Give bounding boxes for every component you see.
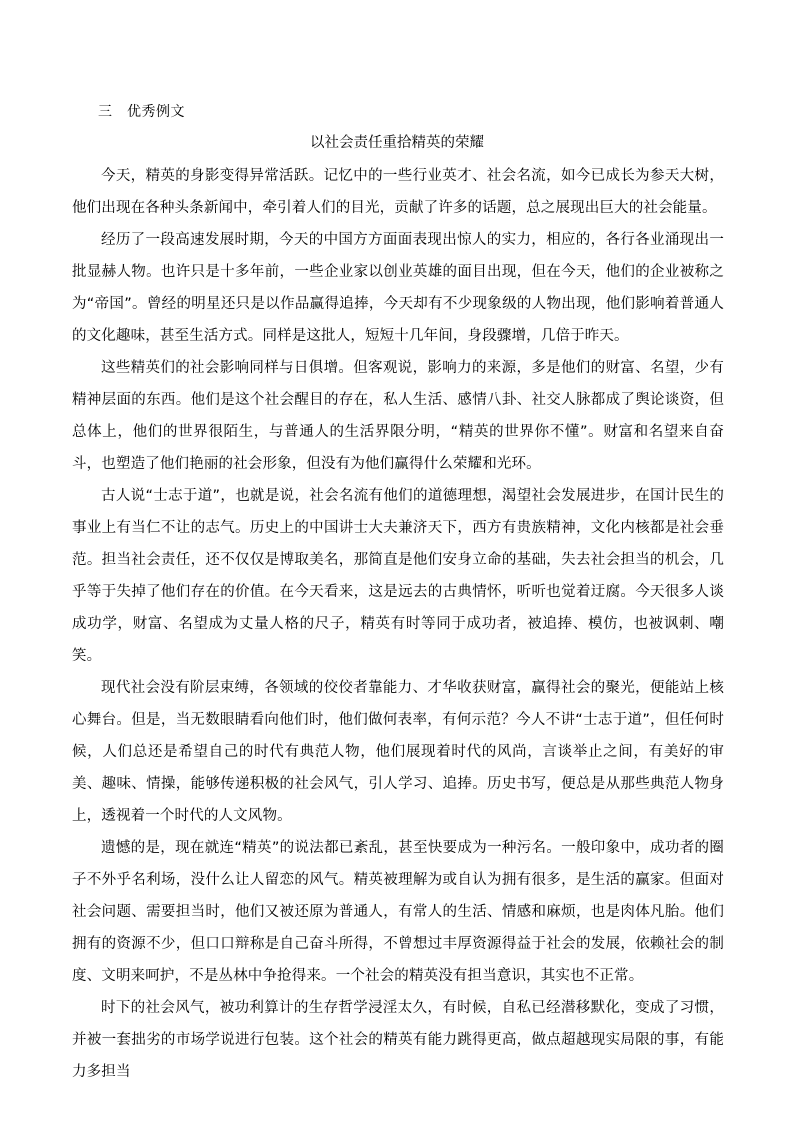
- section-heading: 三 优秀例文: [98, 104, 185, 120]
- paragraph: 时下的社会风气，被功利算计的生存哲学浸淫太久，有时候，自私已经潜移默化，变成了习惯，并被一套拙劣的市场学说进行包装。这个社会的精英有能力跳得更高，做点超越现实局限的事，有能力多担当: [72, 1000, 724, 1080]
- essay-title: 以社会责任重拾精英的荣耀: [310, 135, 484, 151]
- essay-body: [72, 160, 724, 1088]
- paragraph: 现代社会没有阶层束缚，各领域的佼佼者靠能力、才华收获财富，赢得社会的聚光，便能站上核心舞台。但是，当无数眼睛看向他们时，他们做何表率，有何示范？今人不讲“士志于道”，但任何时候，人们总还是希望自己的时代有典范人物，他们展现着时代的风尚，言谈举止之间，有美好的审美、趣味、情操，能够传递积极的社会风气，引人学习、追捧。历史书写，便总是从那些典范人物身上，透视着一个时代的人文风物。: [72, 680, 724, 824]
- paragraph: 今天，精英的身影变得异常活跃。记忆中的一些行业英才、社会名流，如今已成长为参天大树，他们出现在各种头条新闻中，牵引着人们的目光，贡献了许多的话题，总之展现出巨大的社会能量。: [72, 168, 724, 216]
- paragraph: 古人说“士志于道”，也就是说，社会名流有他们的道德理想，渴望社会发展进步，在国计民生的事业上有当仁不让的志气。历史上的中国讲士大夫兼济天下，西方有贵族精神，文化内核都是社会垂范。担当社会责任，还不仅仅是博取美名，那简直是他们安身立命的基础，失去社会担当的机会，几乎等于失掉了他们存在的价值。在今天看来，这是远去的古典情怀，听听也觉着迂腐。今天很多人谈成功学，财富、名望成为丈量人格的尺子，精英有时等同于成功者，被追捧、模仿，也被讽刺、嘲笑。: [72, 488, 724, 664]
- paragraph: 这些精英们的社会影响同样与日俱增。但客观说，影响力的来源，多是他们的财富、名望，少有精神层面的东西。他们是这个社会醒目的存在，私人生活、感情八卦、社交人脉都成了舆论谈资，但总体上，他们的世界很陌生，与普通人的生活界限分明，“精英的世界你不懂”。财富和名望来自奋斗，也塑造了他们艳丽的社会形象，但没有为他们赢得什么荣耀和光环。: [72, 360, 724, 472]
- paragraph: 经历了一段高速发展时期，今天的中国方方面面表现出惊人的实力，相应的，各行各业涌现出一批显赫人物。也许只是十多年前，一些企业家以创业英雄的面目出现，但在今天，他们的企业被称之为“帝国”。曾经的明星还只是以作品赢得追捧，今天却有不少现象级的人物出现，他们影响着普通人的文化趣味，甚至生活方式。同样是这批人，短短十几年间，身段骤增，几倍于昨天。: [72, 232, 724, 344]
- paragraph: 遗憾的是，现在就连“精英”的说法都已紊乱，甚至快要成为一种污名。一般印象中，成功者的圈子不外乎名利场，没什么让人留恋的风气。精英被理解为或自认为拥有很多，是生活的赢家。但面对社会问题、需要担当时，他们又被还原为普通人，有常人的生活、情感和麻烦，也是肉体凡胎。他们拥有的资源不少，但口口辩称是自己奋斗所得，不曾想过丰厚资源得益于社会的发展，依赖社会的制度、文明来呵护，不是丛林中争抢得来。一个社会的精英没有担当意识，其实也不正常。: [72, 840, 724, 984]
